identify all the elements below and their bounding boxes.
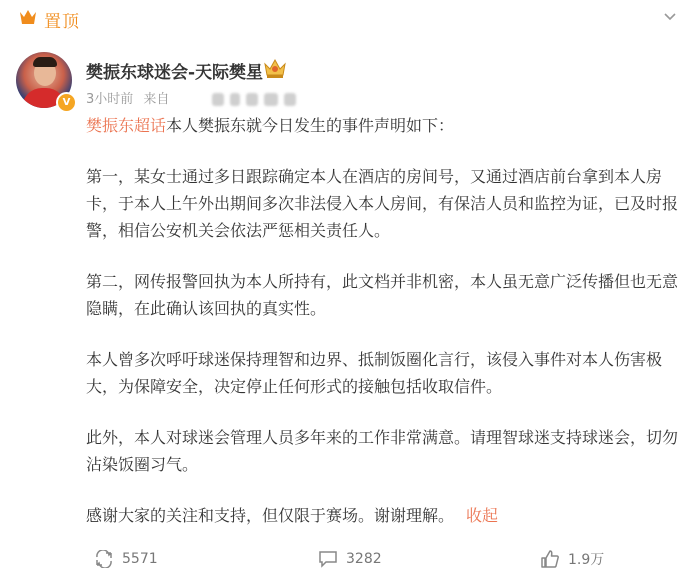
paragraph-3: 本人曾多次呼吁球迷保持理智和边界、抵制饭圈化言行，该侵入事件对本人伤害极大，为保障安全，决定停止任何形式的接触包括收取信件。: [86, 350, 663, 396]
closing-text: 感谢大家的关注和支持，但仅限于赛场。谢谢理解。: [86, 506, 455, 525]
pin-label: 置顶: [44, 12, 80, 32]
post-closing: [86, 502, 684, 529]
like-button[interactable]: [540, 548, 604, 570]
paragraph-1: 第一，某女士通过多日跟踪确定本人在酒店的房间号，又通过酒店前台拿到本人房卡，于本人上午外出期间多次非法侵入本人房间，有保洁人员和监控为证，已及时报警，相信公安机关会依法严惩相关责任人。: [86, 167, 679, 240]
like-icon: [540, 549, 560, 569]
collapse-link[interactable]: 收起: [466, 506, 499, 525]
redacted-source: [264, 93, 278, 106]
redacted-source: [212, 93, 224, 106]
paragraph-4: 此外，本人对球迷会管理人员多年来的工作非常满意。请理智球迷支持球迷会，切勿沾染饭圈习气。: [86, 428, 679, 474]
paragraph-2: 第二，网传报警回执为本人所持有，此文档并非机密，本人虽无意广泛传播但也无意隐瞒，在此确认该回执的真实性。: [86, 272, 679, 318]
comment-icon: [318, 550, 338, 568]
topic-link[interactable]: 樊振东超话: [86, 116, 167, 135]
intro-text: 本人樊振东就今日发生的事件声明如下：: [166, 116, 455, 135]
repost-icon: [94, 550, 114, 568]
post-source: 来自: [143, 92, 170, 107]
action-bar: [0, 540, 700, 576]
comment-button[interactable]: [318, 548, 382, 570]
comment-count: 3282: [346, 551, 382, 567]
post-content: [86, 112, 684, 553]
crown-icon: [262, 56, 288, 80]
verified-badge-icon: V: [56, 92, 77, 113]
post-meta: [86, 88, 302, 107]
like-count: 1.9万: [568, 552, 605, 568]
author-name[interactable]: 樊振东球迷会-天际樊星: [86, 63, 264, 83]
more-icon[interactable]: [662, 9, 678, 25]
repost-count: 5571: [122, 551, 158, 567]
pin-bar: [0, 0, 700, 36]
redacted-source: [230, 93, 240, 106]
repost-button[interactable]: [94, 548, 158, 570]
post-time: 3小时前: [86, 92, 134, 107]
redacted-source: [246, 93, 258, 106]
post-intro: [86, 112, 684, 139]
redacted-source: [284, 93, 296, 106]
pin-icon: [18, 8, 38, 26]
